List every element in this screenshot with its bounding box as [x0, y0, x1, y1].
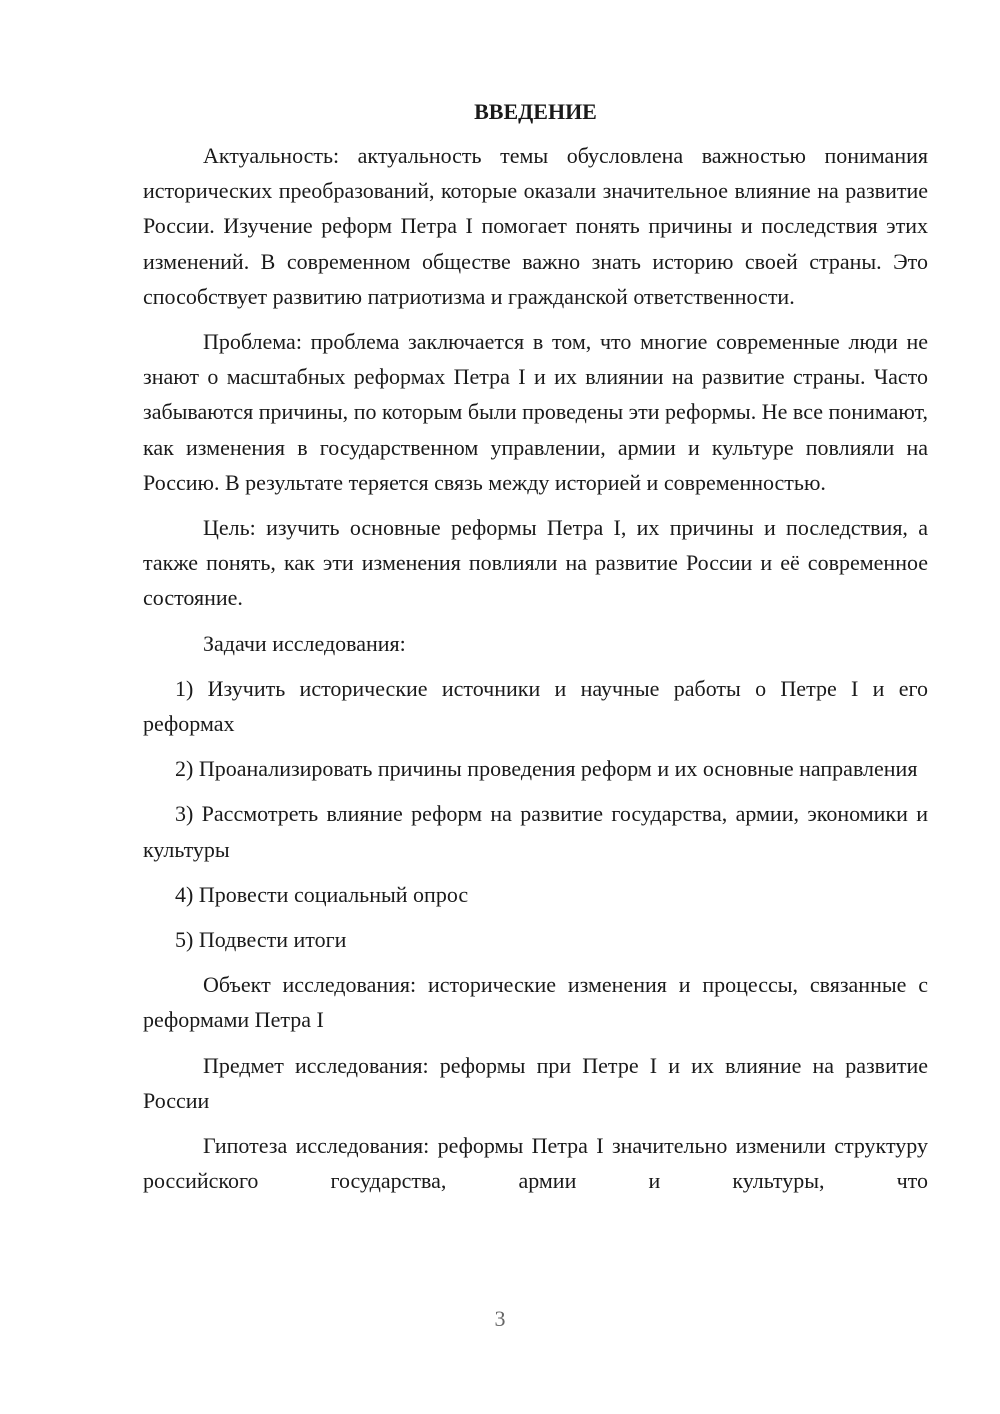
task-item-5: 5) Подвести итоги: [175, 927, 347, 953]
task-item-2: 2) Проанализировать причины проведения реформ и их основные направления: [175, 756, 918, 782]
problem-paragraph: Проблема: проблема заключается в том, что многие современные люди не знают о масштабных реформах Петра I и их влиянии на развитие страны. Часто забываются причины, по которым были проведены эти реформы. Не все понимают, как изменения в государственном управлении, армии и культуре повлияли на Россию. В результате теряется связь между историей и современностью.: [143, 329, 928, 495]
subject-paragraph: Предмет исследования: реформы при Петре I и их влияние на развитие России: [143, 1052, 928, 1113]
object-paragraph: Объект исследования: исторические изменения и процессы, связанные с реформами Петра I: [143, 972, 928, 1033]
page-number: 3: [494, 1306, 506, 1331]
relevance-paragraph: Актуальность: актуальность темы обусловлена важностью понимания исторических преобразований, которые оказали значительное влияние на развитие России. Изучение реформ Петра I помогает понять причины и последствия этих изменений. В современном обществе важно знать историю своей страны. Это способствует развитию патриотизма и гражданской ответственности.: [143, 143, 928, 309]
tasks-heading: Задачи исследования:: [203, 630, 406, 656]
hypothesis-paragraph: Гипотеза исследования: реформы Петра I значительно изменили структуру российского государства, армии и культуры, что: [143, 1133, 928, 1194]
section-title: ВВЕДЕНИЕ: [474, 99, 597, 124]
goal-paragraph: Цель: изучить основные реформы Петра I, их причины и последствия, а также понять, как эти изменения повлияли на развитие России и её современное состояние.: [143, 515, 928, 611]
page-content: [143, 96, 928, 1198]
task-item-3: 3) Рассмотреть влияние реформ на развитие государства, армии, экономики и культуры: [143, 801, 928, 862]
task-item-1: 1) Изучить исторические источники и научные работы о Петре I и его реформах: [143, 675, 928, 737]
task-item-4: 4) Провести социальный опрос: [175, 881, 469, 907]
